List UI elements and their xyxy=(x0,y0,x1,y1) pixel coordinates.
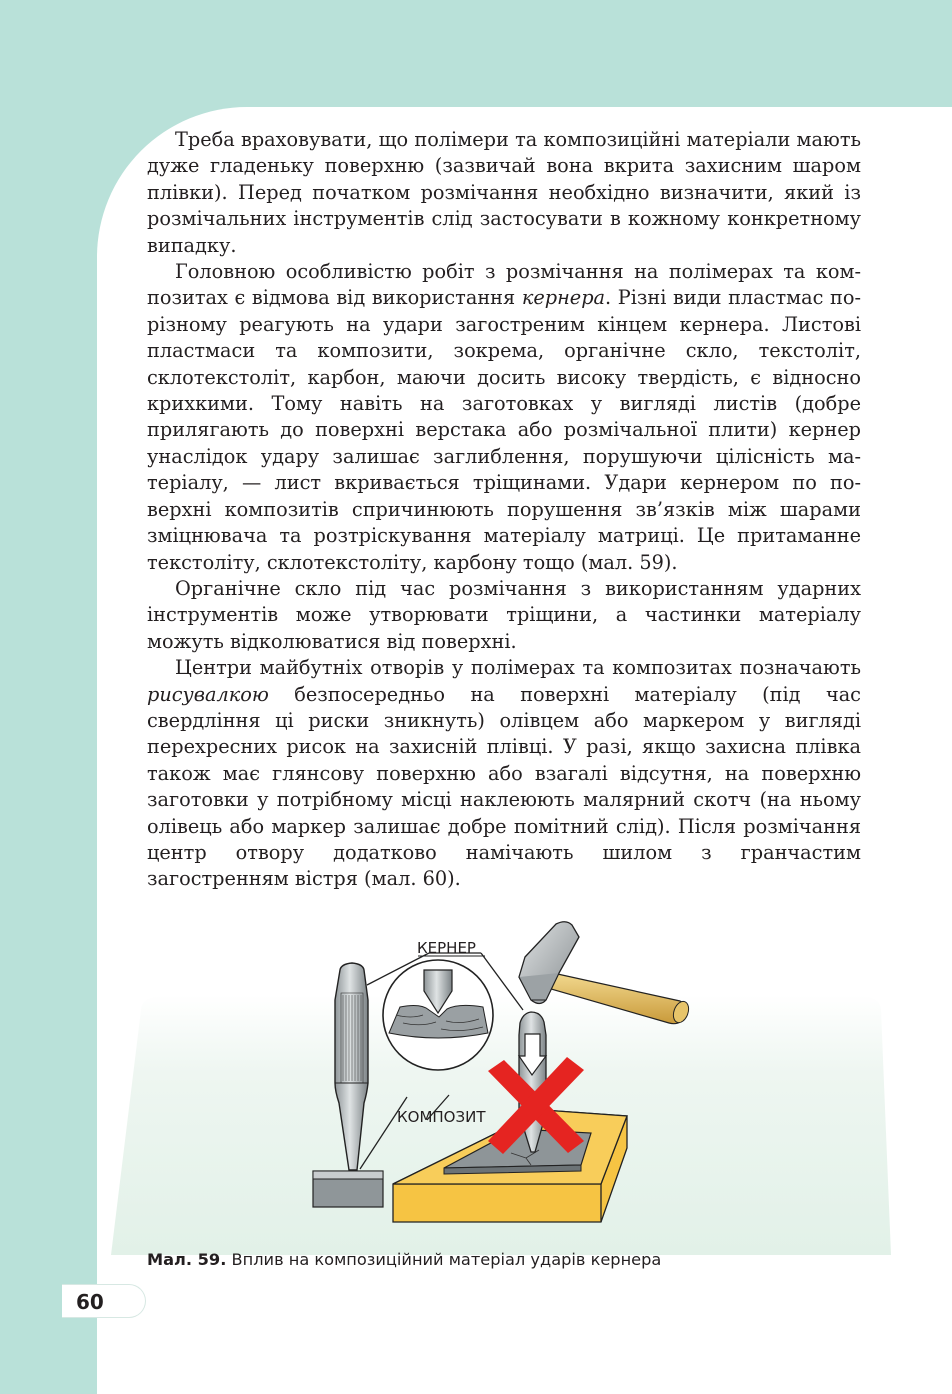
caption-number: Мал. 59. xyxy=(147,1250,227,1269)
italic-term: кернера xyxy=(521,286,606,310)
left-metal-block xyxy=(313,1171,383,1207)
text-run: Органічне скло під час розмічання з використанням ударних інструментів може утворювати тріщини, а частинки матеріалу можуть відколюватися від поверхні. xyxy=(147,576,861,653)
paragraph-3 xyxy=(147,576,861,655)
page-number: 60 xyxy=(62,1284,146,1318)
figure-59-illustration xyxy=(111,915,891,1260)
label-composite: КОМПОЗИТ xyxy=(397,1108,486,1126)
text-run: Треба враховувати, що полімери та композиційні матеріали мають дуже гладеньку поверхню (зазвичай вона вкрита захисним шаром плівки). Перед початком розмічання необхідно визначити, який із розмічальних інструментів слід застосувати в кожному конкретному випадку. xyxy=(147,128,861,257)
paragraph-1 xyxy=(147,127,861,259)
text-run: безпосередньо на поверхні матеріалу (під час свердління ці риски зникнуть) олівцем або маркером у вигляді перехресних рисок на захисній плівці. У разі, якщо захисна плівка також має глянсову поверхню або взагалі відсутня, на поверхню заготовки у потрібному місці наклеюють малярний скотч (на ньому олівець або маркер залишає добре помітний слід). Після розмічання центр отвору додатково намічають шилом з гранчастим загостренням вістря (мал. 60). xyxy=(147,682,861,891)
caption-text: Вплив на композиційний матеріал ударів кернера xyxy=(231,1250,662,1269)
text-run: Головною особливістю робіт з розмічання на полімерах та композитах є відмова від використання xyxy=(147,260,861,310)
label-kerner: КЕРНЕР xyxy=(417,939,476,957)
text-run: . Різні види пластмас по-різному реагують на удари загостреним кінцем кернера. Листові пластмаси та композити, зокрема, органічне скло, текстоліт, склотекстоліт, карбон, маючи досить високу твердість, є відносно крихкими. Тому навіть на заготовках у вигляді листів (добре прилягають до поверхні верстака або розмічальної плити) кернер унаслідок удару залишає заглиблення, порушуючи цілісність матеріалу, — лист вкривається тріщинами. Удари кернером по поверхні композитів спричинюють порушення зв’язків між шарами зміцнювача та розтріскування матеріалу матриці. Це притаманне текстоліту, склотекстоліту, карбону тощо (мал. 59). xyxy=(147,286,862,574)
figure-caption xyxy=(147,1250,867,1269)
paragraph-2 xyxy=(147,259,861,576)
body-text xyxy=(147,127,861,893)
italic-term: рисувалкою xyxy=(147,682,269,706)
paragraph-4 xyxy=(147,655,861,893)
text-run: Центри майбутніх отворів у полімерах та композитах позначають xyxy=(175,656,861,680)
